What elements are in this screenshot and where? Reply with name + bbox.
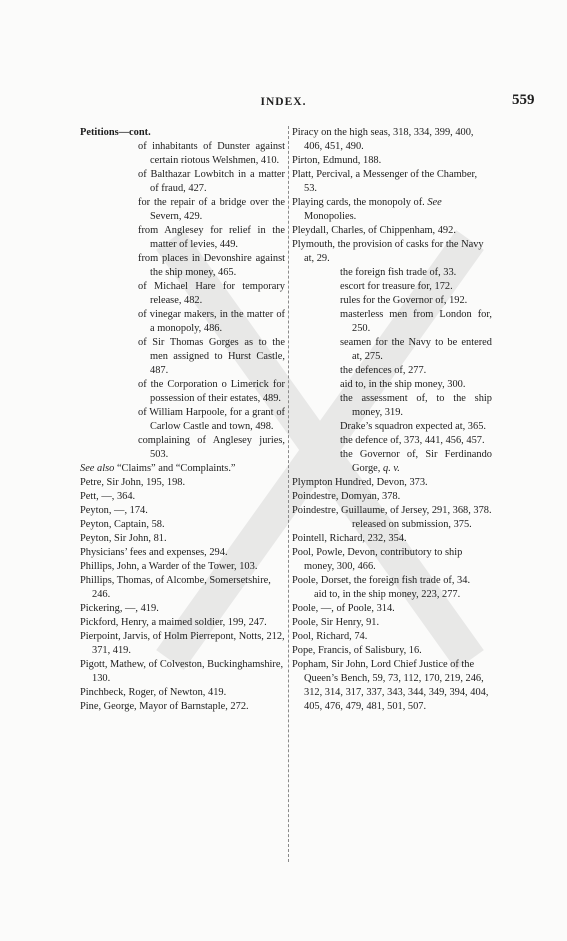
entry-text: Pierpoint, Jarvis, of Holm Pierrepont, Notts, 212, 371, 419.: [80, 631, 285, 656]
index-entry: [292, 546, 492, 574]
index-subentry: [292, 280, 492, 294]
entry-text: of Michael Hare for temporary release, 482.: [138, 281, 285, 306]
index-entry: [292, 154, 492, 168]
entry-text: Poindestre, Guillaume, of Jersey, 291, 368, 378.: [292, 505, 492, 516]
index-entry: [80, 546, 285, 560]
index-subentry: [80, 406, 285, 434]
index-subentry: [292, 364, 492, 378]
entry-text: the assessment of, to the ship money, 319.: [340, 393, 492, 418]
entry-text: Poindestre, Domyan, 378.: [292, 491, 401, 502]
index-entry: [80, 658, 285, 686]
entry-text: Pickford, Henry, a maimed soldier, 199, 247.: [80, 617, 267, 628]
index-entry: [80, 616, 285, 630]
entry-text: See also “Claims” and “Complaints.”: [80, 463, 236, 474]
index-entry: [80, 602, 285, 616]
entry-text: Peyton, —, 174.: [80, 505, 148, 516]
entry-text: the defence of, 373, 441, 456, 457.: [340, 435, 485, 446]
entry-text: Pickering, —, 419.: [80, 603, 159, 614]
index-entry: [80, 532, 285, 546]
entry-text: Playing cards, the monopoly of.: [292, 197, 425, 208]
cross-reference: [80, 462, 285, 476]
index-entry: [80, 574, 285, 602]
index-entry: [292, 224, 492, 238]
entry-text: Pool, Powle, Devon, contributory to ship money, 300, 466.: [292, 547, 463, 572]
page-header-title: INDEX.: [260, 96, 307, 108]
index-entry: [292, 168, 492, 196]
index-entry: [80, 700, 285, 714]
index-subentry: [292, 294, 492, 308]
entry-text: Poole, Sir Henry, 91.: [292, 617, 380, 628]
entry-text: Poole, Dorset, the foreign fish trade of, 34.: [292, 575, 471, 586]
index-subentry: [292, 336, 492, 364]
index-subentry: [80, 140, 285, 168]
entry-text: Piracy on the high seas, 318, 334, 399, 400, 406, 451, 490.: [292, 127, 474, 152]
entry-text: Pointell, Richard, 232, 354.: [292, 533, 407, 544]
index-entry: [80, 630, 285, 658]
entry-text: of the Corporation o Limerick for possession of their estates, 489.: [138, 379, 285, 404]
index-entry: [80, 560, 285, 574]
page-number: 559: [512, 92, 535, 108]
entry-text: Physicians’ fees and expenses, 294.: [80, 547, 228, 558]
entry-text: aid to, in the ship money, 300.: [340, 379, 466, 390]
index-entry: [292, 616, 492, 630]
index-subentry: [292, 378, 492, 392]
entry-text: of Sir Thomas Gorges as to the men assigned to Hurst Castle, 487.: [138, 337, 285, 376]
index-subentry: [80, 336, 285, 378]
index-entry: [292, 644, 492, 658]
index-entry: [292, 238, 492, 266]
index-entry: [292, 658, 492, 714]
entry-text: escort for treasure for, 172.: [340, 281, 453, 292]
see-also-label: See also: [80, 463, 115, 474]
index-subentry: [80, 252, 285, 280]
index-subentry: [80, 378, 285, 406]
entry-text: Pinchbeck, Roger, of Newton, 419.: [80, 687, 227, 698]
entry-text: masterless men from London for, 250.: [340, 309, 492, 334]
right-column: [292, 126, 492, 714]
index-entry: [80, 518, 285, 532]
index-entry: [292, 126, 492, 154]
index-entry: [80, 504, 285, 518]
entry-text: of inhabitants of Dunster against certain riotous Welshmen, 410.: [138, 141, 285, 166]
index-subentry: [80, 280, 285, 308]
entry-text: aid to, in the ship money, 223, 277.: [314, 589, 461, 600]
entry-text: Pope, Francis, of Salisbury, 16.: [292, 645, 422, 656]
index-subentry: [292, 434, 492, 448]
index-subentry: [80, 224, 285, 252]
entry-text: Pine, George, Mayor of Barnstaple, 272.: [80, 701, 249, 712]
index-subentry: [292, 448, 492, 476]
entry-text: of vinegar makers, in the matter of a monopoly, 486.: [138, 309, 285, 334]
entry-text: rules for the Governor of, 192.: [340, 295, 468, 306]
entry-text: Pigott, Mathew, of Colveston, Buckinghamshire, 130.: [80, 659, 284, 684]
index-entry: [292, 630, 492, 644]
entry-text: Peyton, Sir John, 81.: [80, 533, 167, 544]
entry-text: seamen for the Navy to be entered at, 275.: [340, 337, 492, 362]
entry-text: Phillips, John, a Warder of the Tower, 103.: [80, 561, 258, 572]
index-entry: [80, 476, 285, 490]
qv-label: q. v.: [383, 463, 400, 474]
entry-text: Petre, Sir John, 195, 198.: [80, 477, 186, 488]
entry-text: of Balthazar Lowbitch in a matter of fraud, 427.: [138, 169, 285, 194]
entry-text: Drake’s squadron expected at, 365.: [340, 421, 486, 432]
entry-text: complaining of Anglesey juries, 503.: [138, 435, 285, 460]
left-column: [80, 126, 285, 714]
entry-text: Platt, Percival, a Messenger of the Chamber, 53.: [292, 169, 478, 194]
entry-text: Peyton, Captain, 58.: [80, 519, 165, 530]
index-subentry: [292, 392, 492, 420]
entry-text: released on submission, 375.: [352, 519, 472, 530]
entry-text: Poole, —, of Poole, 314.: [292, 603, 395, 614]
entry-text: Phillips, Thomas, of Alcombe, Somersetshire, 246.: [80, 575, 271, 600]
index-entry: [80, 686, 285, 700]
index-entry: [80, 490, 285, 504]
index-subentry: [292, 420, 492, 434]
entry-text: Popham, Sir John, Lord Chief Justice of the Queen’s Bench, 59, 73, 112, 170, 219, 246, 312, 314, 317, 337, 343, 344, 349, 394, 404, 405, 476, 479, 481, 501, 507.: [292, 659, 489, 712]
entry-text: from Anglesey for relief in the matter of levies, 449.: [138, 225, 285, 250]
entry-text: the Governor of, Sir Ferdinando Gorge,: [340, 449, 492, 474]
entry-text: Pleydall, Charles, of Chippenham, 492.: [292, 225, 456, 236]
index-subentry: [80, 168, 285, 196]
index-entry: [292, 490, 492, 504]
entry-text: Pool, Richard, 74.: [292, 631, 368, 642]
index-entry: [292, 476, 492, 490]
index-subentry: [292, 588, 492, 602]
index-subentry: [292, 518, 492, 532]
index-subentry: [292, 308, 492, 336]
column-divider: [288, 126, 289, 862]
entry-text: Plymouth, the provision of casks for the Navy at, 29.: [292, 239, 484, 264]
index-subentry: [80, 196, 285, 224]
see-label: See: [427, 197, 442, 208]
index-entry: [292, 504, 492, 518]
entry-text: the foreign fish trade of, 33.: [340, 267, 457, 278]
see-target: Monopolies.: [304, 211, 357, 222]
entry-text: of William Harpoole, for a grant of Carlow Castle and town, 498.: [138, 407, 285, 432]
index-entry: [292, 602, 492, 616]
entry-text: Pirton, Edmund, 188.: [292, 155, 382, 166]
index-entry: [292, 532, 492, 546]
index-entry: [292, 196, 492, 224]
entry-text: from places in Devonshire against the ship money, 465.: [138, 253, 285, 278]
index-heading: Petitions—cont.: [80, 127, 151, 138]
entry-text: Plympton Hundred, Devon, 373.: [292, 477, 428, 488]
index-subentry: [80, 434, 285, 462]
entry-text: the defences of, 277.: [340, 365, 427, 376]
entry-text: Pett, —, 364.: [80, 491, 136, 502]
index-entry: [292, 574, 492, 588]
entry-text: for the repair of a bridge over the Severn, 429.: [138, 197, 285, 222]
index-subentry: [80, 308, 285, 336]
index-subentry: [292, 266, 492, 280]
